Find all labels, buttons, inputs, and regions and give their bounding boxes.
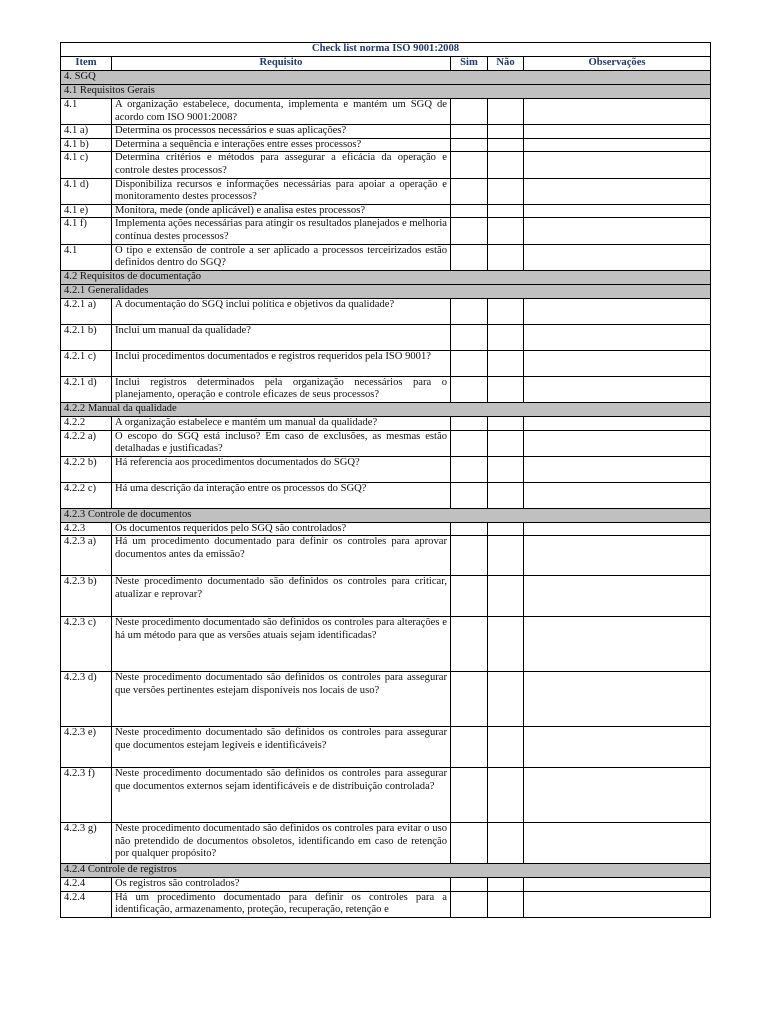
requirement-text: Neste procedimento documentado são definidos os controles para assegurar que versões pertinentes estejam disponíveis nos locais de uso? <box>112 672 451 727</box>
item-number: 4.2.3 e) <box>61 727 112 768</box>
observacoes-cell[interactable] <box>524 522 711 536</box>
item-number: 4.1 b) <box>61 138 112 152</box>
subsection-row <box>61 284 711 298</box>
table-row <box>61 152 711 178</box>
nao-cell[interactable] <box>488 99 524 125</box>
requirement-text: Neste procedimento documentado são definidos os controles para alterações e há um método para que as versões atuais sejam identificadas? <box>112 617 451 672</box>
table-row <box>61 522 711 536</box>
requirement-text: Neste procedimento documentado são definidos os controles para evitar o uso não pretendido de documentos obsoletos, identificando em caso de retenção por qualquer propósito? <box>112 823 451 864</box>
nao-cell[interactable] <box>488 536 524 576</box>
observacoes-cell[interactable] <box>524 138 711 152</box>
nao-cell[interactable] <box>488 350 524 376</box>
item-number: 4.2.3 <box>61 522 112 536</box>
sim-cell[interactable] <box>451 218 488 244</box>
item-number: 4.2.1 d) <box>61 376 112 402</box>
item-number: 4.1 d) <box>61 178 112 204</box>
item-number: 4.2.2 c) <box>61 482 112 508</box>
observacoes-cell[interactable] <box>524 376 711 402</box>
nao-cell[interactable] <box>488 522 524 536</box>
nao-cell[interactable] <box>488 768 524 823</box>
nao-cell[interactable] <box>488 891 524 917</box>
sim-cell[interactable] <box>451 768 488 823</box>
sim-cell[interactable] <box>451 522 488 536</box>
nao-cell[interactable] <box>488 727 524 768</box>
nao-cell[interactable] <box>488 482 524 508</box>
sim-cell[interactable] <box>451 672 488 727</box>
subsection-row <box>61 864 711 878</box>
table-row <box>61 482 711 508</box>
table-row <box>61 576 711 617</box>
section-heading: 4.2 Requisitos de documentação <box>61 270 711 284</box>
section-heading: 4.2.1 Generalidades <box>61 284 711 298</box>
item-number: 4.2.3 a) <box>61 536 112 576</box>
item-number: 4.1 f) <box>61 218 112 244</box>
table-row <box>61 125 711 139</box>
sim-cell[interactable] <box>451 125 488 139</box>
subsection-row <box>61 85 711 99</box>
section-heading: 4.2.3 Controle de documentos <box>61 508 711 522</box>
observacoes-cell[interactable] <box>524 727 711 768</box>
observacoes-cell[interactable] <box>524 324 711 350</box>
item-number: 4.2.1 c) <box>61 350 112 376</box>
item-number: 4.2.2 <box>61 416 112 430</box>
requirement-text: Inclui registros determinados pela organização necessários para o planejamento, operação e controle eficazes de seus processos? <box>112 376 451 402</box>
table-row <box>61 376 711 402</box>
table-row <box>61 823 711 864</box>
nao-cell[interactable] <box>488 298 524 324</box>
observacoes-cell[interactable] <box>524 350 711 376</box>
table-row <box>61 244 711 270</box>
item-number: 4.2.2 a) <box>61 430 112 456</box>
subsection-row <box>61 402 711 416</box>
sim-cell[interactable] <box>451 376 488 402</box>
item-number: 4.2.1 a) <box>61 298 112 324</box>
checklist-body <box>61 71 711 918</box>
requirement-text: Neste procedimento documentado são definidos os controles para assegurar que documentos estejam legíveis e identificáveis? <box>112 727 451 768</box>
nao-cell[interactable] <box>488 218 524 244</box>
checklist-table <box>60 42 711 918</box>
sim-cell[interactable] <box>451 324 488 350</box>
sim-cell[interactable] <box>451 244 488 270</box>
item-number: 4.1 c) <box>61 152 112 178</box>
requirement-text: Inclui um manual da qualidade? <box>112 324 451 350</box>
observacoes-cell[interactable] <box>524 891 711 917</box>
sim-cell[interactable] <box>451 823 488 864</box>
observacoes-cell[interactable] <box>524 178 711 204</box>
observacoes-cell[interactable] <box>524 482 711 508</box>
observacoes-cell[interactable] <box>524 298 711 324</box>
sim-cell[interactable] <box>451 152 488 178</box>
observacoes-cell[interactable] <box>524 152 711 178</box>
observacoes-cell[interactable] <box>524 878 711 892</box>
requirement-text: Há referencia aos procedimentos documentados do SGQ? <box>112 456 451 482</box>
table-row <box>61 456 711 482</box>
nao-cell[interactable] <box>488 430 524 456</box>
table-row <box>61 768 711 823</box>
requirement-text: Neste procedimento documentado são definidos os controles para assegurar que documentos externos sejam identificáveis e de distribuição controlada? <box>112 768 451 823</box>
table-row <box>61 727 711 768</box>
sim-cell[interactable] <box>451 138 488 152</box>
nao-cell[interactable] <box>488 178 524 204</box>
header-sim: Sim <box>451 57 488 71</box>
table-row <box>61 891 711 917</box>
nao-cell[interactable] <box>488 324 524 350</box>
table-row <box>61 99 711 125</box>
requirement-text: Há uma descrição da interação entre os processos do SGQ? <box>112 482 451 508</box>
nao-cell[interactable] <box>488 416 524 430</box>
sim-cell[interactable] <box>451 416 488 430</box>
requirement-text: A organização estabelece e mantém um manual da qualidade? <box>112 416 451 430</box>
requirement-text: Neste procedimento documentado são definidos os controles para criticar, atualizar e reprovar? <box>112 576 451 617</box>
table-row <box>61 324 711 350</box>
requirement-text: A organização estabelece, documenta, implementa e mantém um SGQ de acordo com ISO 9001:2008? <box>112 99 451 125</box>
section-heading: 4.1 Requisitos Gerais <box>61 85 711 99</box>
item-number: 4.2.3 f) <box>61 768 112 823</box>
sim-cell[interactable] <box>451 298 488 324</box>
requirement-text: Há um procedimento documentado para definir os controles para aprovar documentos antes da emissão? <box>112 536 451 576</box>
nao-cell[interactable] <box>488 152 524 178</box>
sim-cell[interactable] <box>451 576 488 617</box>
header-item: Item <box>61 57 112 71</box>
observacoes-cell[interactable] <box>524 244 711 270</box>
nao-cell[interactable] <box>488 617 524 672</box>
observacoes-cell[interactable] <box>524 125 711 139</box>
table-row <box>61 536 711 576</box>
item-number: 4.2.3 g) <box>61 823 112 864</box>
checklist-page <box>60 42 710 918</box>
observacoes-cell[interactable] <box>524 823 711 864</box>
requirement-text: Os registros são controlados? <box>112 878 451 892</box>
requirement-text: Disponibiliza recursos e informações necessárias para apoiar a operação e monitoramento destes processos? <box>112 178 451 204</box>
observacoes-cell[interactable] <box>524 672 711 727</box>
requirement-text: O escopo do SGQ está incluso? Em caso de exclusões, as mesmas estão detalhadas e justificadas? <box>112 430 451 456</box>
table-row <box>61 416 711 430</box>
observacoes-cell[interactable] <box>524 204 711 218</box>
table-row <box>61 430 711 456</box>
table-row <box>61 298 711 324</box>
table-row <box>61 672 711 727</box>
table-row <box>61 617 711 672</box>
nao-cell[interactable] <box>488 204 524 218</box>
sim-cell[interactable] <box>451 617 488 672</box>
table-row <box>61 178 711 204</box>
table-row <box>61 138 711 152</box>
sim-cell[interactable] <box>451 727 488 768</box>
sim-cell[interactable] <box>451 430 488 456</box>
subsection-row <box>61 270 711 284</box>
sim-cell[interactable] <box>451 99 488 125</box>
item-number: 4.2.2 b) <box>61 456 112 482</box>
item-number: 4.1 <box>61 244 112 270</box>
header-observacoes: Observações <box>524 57 711 71</box>
item-number: 4.1 e) <box>61 204 112 218</box>
requirement-text: Monitora, mede (onde aplicável) e analisa estes processos? <box>112 204 451 218</box>
header-requisito: Requisito <box>112 57 451 71</box>
observacoes-cell[interactable] <box>524 430 711 456</box>
item-number: 4.2.3 c) <box>61 617 112 672</box>
sim-cell[interactable] <box>451 350 488 376</box>
sim-cell[interactable] <box>451 878 488 892</box>
nao-cell[interactable] <box>488 576 524 617</box>
requirement-text: Os documentos requeridos pelo SGQ são controlados? <box>112 522 451 536</box>
header-nao: Não <box>488 57 524 71</box>
observacoes-cell[interactable] <box>524 416 711 430</box>
nao-cell[interactable] <box>488 823 524 864</box>
section-heading: 4. SGQ <box>61 71 711 85</box>
table-row <box>61 350 711 376</box>
sim-cell[interactable] <box>451 456 488 482</box>
observacoes-cell[interactable] <box>524 617 711 672</box>
table-row <box>61 204 711 218</box>
checklist-title: Check list norma ISO 9001:2008 <box>61 43 711 57</box>
observacoes-cell[interactable] <box>524 576 711 617</box>
subsection-row <box>61 508 711 522</box>
requirement-text: Inclui procedimentos documentados e registros requeridos pela ISO 9001? <box>112 350 451 376</box>
table-row <box>61 218 711 244</box>
item-number: 4.2.4 <box>61 891 112 917</box>
nao-cell[interactable] <box>488 878 524 892</box>
item-number: 4.1 <box>61 99 112 125</box>
observacoes-cell[interactable] <box>524 536 711 576</box>
observacoes-cell[interactable] <box>524 99 711 125</box>
item-number: 4.1 a) <box>61 125 112 139</box>
item-number: 4.2.1 b) <box>61 324 112 350</box>
sim-cell[interactable] <box>451 891 488 917</box>
nao-cell[interactable] <box>488 672 524 727</box>
requirement-text: O tipo e extensão de controle a ser aplicado a processos terceirizados estão definidos dentro do SGQ? <box>112 244 451 270</box>
nao-cell[interactable] <box>488 244 524 270</box>
section-row <box>61 71 711 85</box>
requirement-text: Determina a sequência e interações entre esses processos? <box>112 138 451 152</box>
requirement-text: Determina os processos necessários e suas aplicações? <box>112 125 451 139</box>
item-number: 4.2.4 <box>61 878 112 892</box>
observacoes-cell[interactable] <box>524 218 711 244</box>
section-heading: 4.2.4 Controle de registros <box>61 864 711 878</box>
requirement-text: A documentação do SGQ inclui política e objetivos da qualidade? <box>112 298 451 324</box>
observacoes-cell[interactable] <box>524 768 711 823</box>
requirement-text: Implementa ações necessárias para atingir os resultados planejados e melhoria contínua destes processos? <box>112 218 451 244</box>
table-row <box>61 878 711 892</box>
section-heading: 4.2.2 Manual da qualidade <box>61 402 711 416</box>
nao-cell[interactable] <box>488 125 524 139</box>
nao-cell[interactable] <box>488 138 524 152</box>
sim-cell[interactable] <box>451 204 488 218</box>
requirement-text: Há um procedimento documentado para definir os controles para a identificação, armazenamento, proteção, recuperação, retenção e <box>112 891 451 917</box>
sim-cell[interactable] <box>451 482 488 508</box>
observacoes-cell[interactable] <box>524 456 711 482</box>
requirement-text: Determina critérios e métodos para assegurar a eficácia da operação e controle destes processos? <box>112 152 451 178</box>
item-number: 4.2.3 d) <box>61 672 112 727</box>
nao-cell[interactable] <box>488 376 524 402</box>
sim-cell[interactable] <box>451 178 488 204</box>
nao-cell[interactable] <box>488 456 524 482</box>
sim-cell[interactable] <box>451 536 488 576</box>
item-number: 4.2.3 b) <box>61 576 112 617</box>
